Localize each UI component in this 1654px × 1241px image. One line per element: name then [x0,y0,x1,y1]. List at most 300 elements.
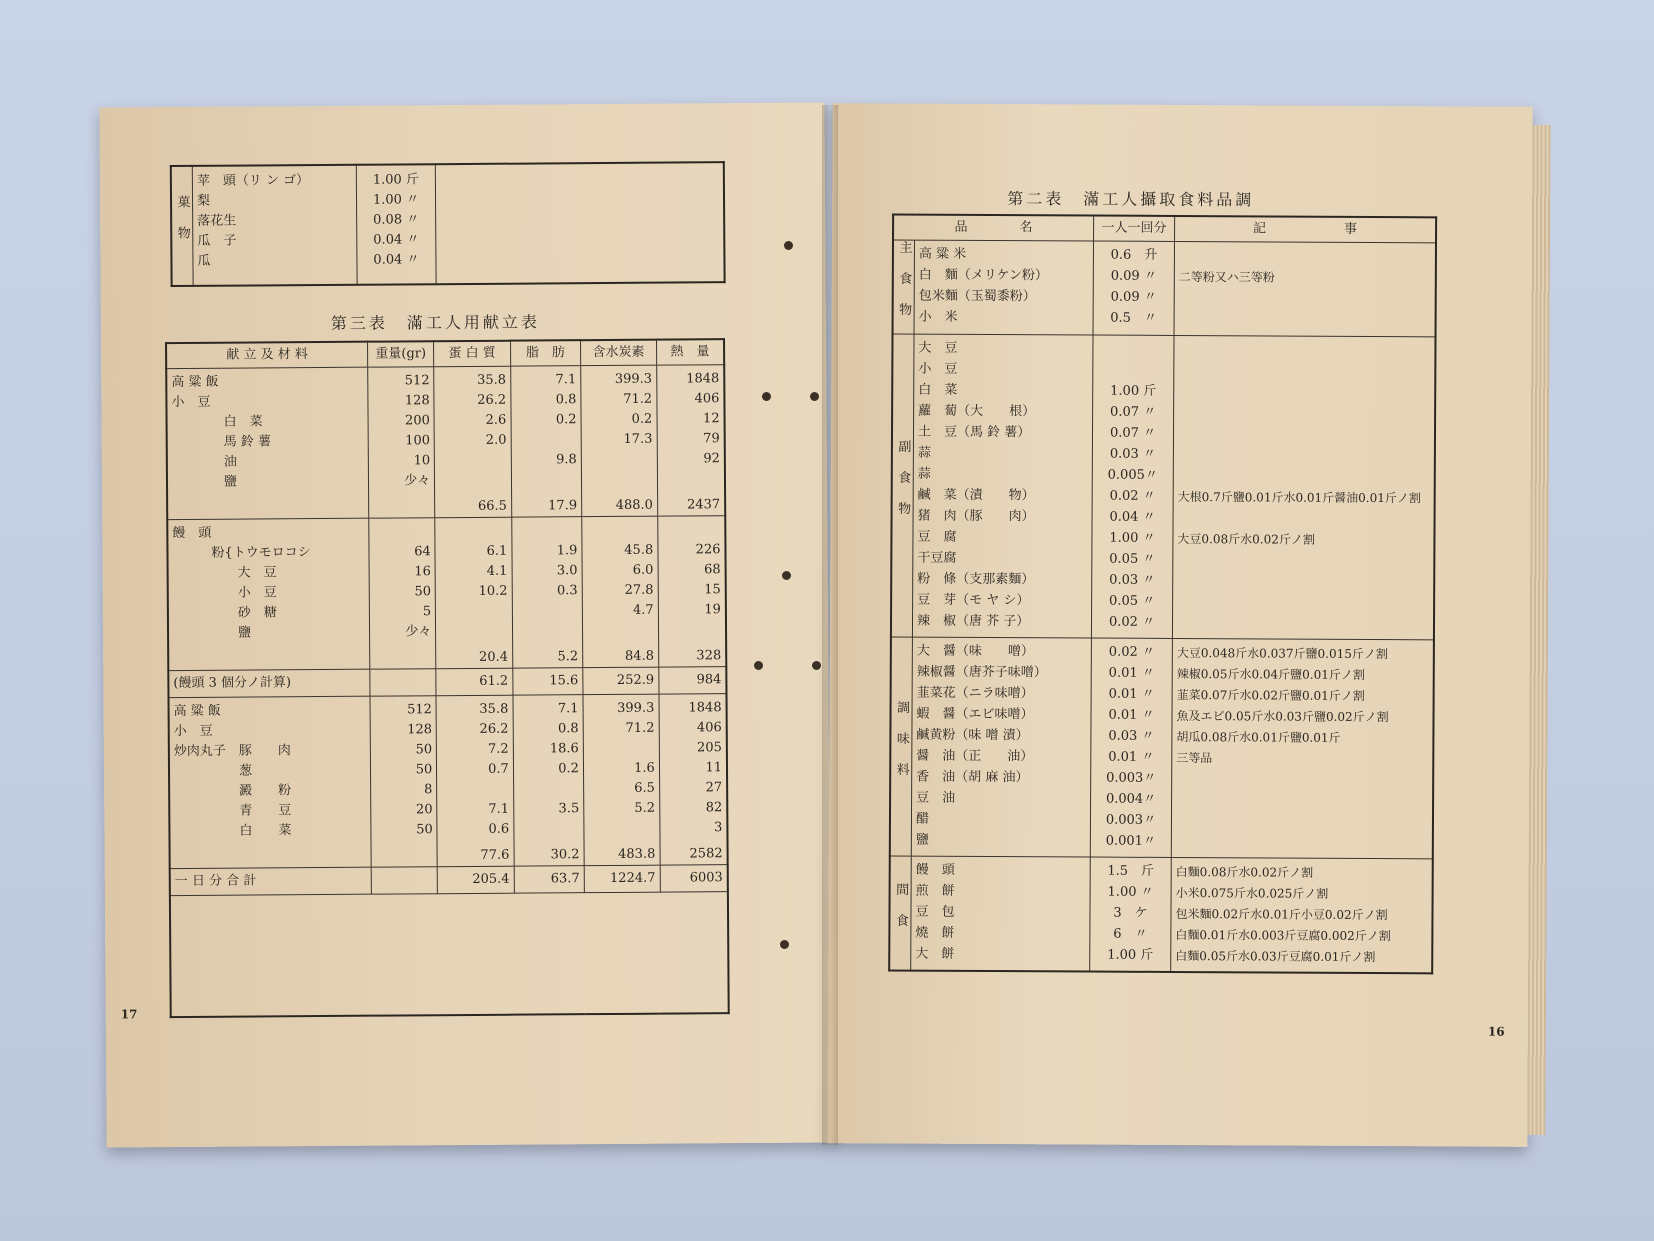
cell: 4.1 [486,563,508,579]
page-number-right: 16 [1487,1024,1505,1039]
section-column [659,694,728,865]
item-name: 白 菜 [918,382,958,398]
item-note: 白麵0.05斤水0.03斤豆腐0.01斤ノ割 [1175,948,1376,965]
cell: 炒肉丸子 豚 肉 [173,743,291,760]
cell: 406 [694,391,720,407]
cell: 5 [422,604,432,620]
item-note [1178,445,1430,467]
menu-table-title: 第三表 滿工人用献立表 [330,312,540,333]
note-column [1172,335,1435,639]
menu-section-2 [167,516,726,671]
cell: 35.8 [477,372,507,388]
cell: 2.6 [485,412,507,428]
amount-column [1090,857,1172,972]
item-amount [1097,340,1169,361]
cell: 15 [704,582,721,598]
item-amount: 0.003〃 [1105,812,1157,828]
cell: 鹽 [171,474,238,491]
section-total-cell: 2582 [689,846,723,862]
section-total-cell: 66.5 [477,498,507,514]
cell: 226 [695,542,721,558]
cell: 205 [696,740,722,756]
item-amount: 0.03 〃 [1108,728,1155,744]
item-note [1178,466,1430,488]
cell: 少々 [404,473,431,489]
item-name: 豆 油 [916,790,956,806]
cell: 7.1 [557,701,579,717]
cell: 6.5 [634,780,655,796]
cell: 512 [404,373,430,389]
item-note: 三等品 [1176,750,1213,766]
item-name: 豆 包 [915,904,955,920]
item-name: 鹽 [915,832,929,848]
cell: 10 [413,453,431,469]
item-amount: 1.00 斤 [1107,947,1154,963]
amount-column [1091,335,1174,638]
item-amount: 1.00 斤 [1110,383,1157,399]
group-row [889,856,1433,973]
item-amount: 0.04 〃 [373,252,420,268]
item-note [1178,403,1430,425]
item-name: 煎 餅 [915,883,955,899]
cell: 高 粱 飯 [171,374,219,391]
item-note [1179,309,1431,331]
item-name-column [914,240,1093,335]
cell: 79 [703,431,720,447]
item-name: 蝦 醤（エビ味噌） [916,706,1034,723]
cell [586,450,653,470]
binding-hole [780,940,789,949]
section-column [168,696,371,868]
menu-section-3 [168,694,727,869]
cell: 68 [704,562,721,578]
item-note [1177,613,1429,635]
item-name-column [912,334,1093,638]
item-note [1178,382,1430,404]
blank-row [170,892,729,1017]
cell: 0.2 [558,761,579,777]
section-column [510,366,581,517]
cell: 17.3 [623,431,653,447]
item-name: 落花生 [197,213,237,229]
cell: 少々 [405,624,432,640]
item-name: 苹 頭（リ ン ゴ） [196,173,310,189]
binding-hole [762,392,771,401]
cell: 鹽 [173,625,252,642]
cell: 984 [659,667,727,694]
cell: 8 [424,782,433,798]
cell: 50 [415,762,433,778]
item-name: 梨 [196,193,211,209]
left-page [99,102,831,1147]
item-amount: 1.00 〃 [1109,530,1156,546]
menu-section-1 [166,365,725,520]
item-note: 小米0.075斤水0.025斤ノ割 [1175,885,1329,901]
item-note: 大豆0.048斤水0.037斤鹽0.015斤ノ割 [1176,645,1388,662]
item-name: 高 粱 米 [918,246,967,262]
item-name-column [911,856,1091,971]
cell: 20 [415,802,433,818]
cell: 10.2 [478,583,508,599]
category-label: 調味料 [890,637,913,856]
item-note [1176,832,1428,854]
section-total-cell: 17.9 [548,498,578,514]
item-name: 包米麵（玉蜀黍粉） [918,288,1036,305]
section-column [435,517,513,669]
item-amount: 0.07 〃 [1110,404,1157,420]
item-name-column [192,165,357,286]
section-column [582,516,659,668]
cell [515,430,576,450]
cell: 512 [406,702,432,718]
item-name: 韮菜花（ニラ味噌） [916,685,1034,702]
note-column [1174,241,1436,336]
cell: 9.8 [556,452,577,468]
item-amount: 0.08 〃 [373,212,420,228]
cell: 92 [703,451,720,467]
cell [516,521,577,541]
item-amount: 0.01 〃 [1108,707,1155,723]
column-header: 脂 肪 [510,340,580,366]
cell [517,621,578,641]
item-amount: 3 ケ [1113,905,1148,921]
cell [586,521,653,541]
cell: 葱 [173,763,253,780]
column-header: 品 名 [893,214,1094,241]
cell: 0.6 [488,821,510,837]
item-name: 瓜 [197,253,211,269]
cell: 小 豆 [171,394,211,411]
item-name: 辣椒醤（唐芥子味噌） [916,664,1047,681]
item-amount [1097,361,1169,382]
column-header: 含水炭素 [580,340,656,366]
table-row [171,162,725,286]
section-column [370,696,438,867]
item-name: 白 麵（メリケン粉） [918,267,1048,284]
cell: 高 粱 飯 [173,703,221,720]
cell [373,522,430,542]
cell [586,470,653,490]
item-amount: 0.5 〃 [1110,310,1157,326]
cell [371,867,437,894]
note-column [1171,638,1434,858]
cell: 16 [414,564,431,580]
cell: 82 [705,800,723,816]
section-total-cell: 488.0 [615,497,653,513]
cell: 4.7 [632,602,654,618]
item-amount: 0.07 〃 [1109,425,1157,441]
section-column [656,365,725,516]
right-page [827,103,1532,1147]
note-column [1171,857,1433,973]
section-column [511,517,582,668]
item-note: 白麵0.08斤水0.02斤ノ割 [1175,864,1314,880]
blank-cell [170,892,729,1017]
category-label: 主食物 [893,240,915,334]
item-amount: 0.001〃 [1105,833,1157,849]
cell: 18.6 [549,741,579,757]
item-note: 二等粉又ハ三等粉 [1178,269,1275,285]
cell [518,819,579,839]
cell [440,602,508,622]
item-name: 鹹黄粉（味 噌 漬） [916,727,1029,744]
cell: 6.0 [632,562,654,578]
item-name: 小 豆 [918,361,958,377]
item-name-column [911,637,1091,857]
item-name: 小 米 [918,309,958,325]
cell: 399.3 [614,371,653,387]
item-note [1176,790,1428,812]
cell: 大 豆 [172,565,277,582]
cell: 26.2 [479,721,509,737]
item-name: 豆 腐 [917,529,957,545]
section-total-cell: 328 [696,648,722,664]
cell: 5.2 [634,800,656,816]
section-total-cell: 84.8 [624,648,655,664]
cell [587,621,654,641]
cell: 小 豆 [172,585,277,602]
section-column [368,367,435,518]
section-column [513,695,584,866]
cell: 饅 頭 [172,525,212,542]
item-amount: 0.6 升 [1110,247,1158,263]
section-total-cell: 77.6 [480,847,510,863]
column-header: 記 事 [1175,216,1437,243]
cell: 3 [714,820,723,836]
item-note [1178,361,1430,383]
amount-column [1090,638,1172,857]
category-label: 菓物 [171,166,193,286]
binding-hole [782,571,791,580]
section-column [369,518,436,669]
binding-hole [812,661,821,670]
cell [588,739,655,759]
item-amount: 0.01 〃 [1108,686,1155,702]
cell: 油 [171,454,237,471]
item-name: 瓜 子 [197,233,237,249]
section-column [583,694,660,866]
item-name: 粉 條（支那素麵） [917,571,1035,588]
cell: 71.2 [623,391,653,407]
item-name: 蒜 [917,466,931,482]
item-name: 鹹 菜（漬 物） [917,487,1035,504]
cell: 0.8 [555,392,577,408]
item-amount: 0.003〃 [1106,770,1157,786]
cell: 406 [696,720,722,736]
item-amount: 0.01 〃 [1108,749,1155,765]
header-row [893,214,1436,242]
section-total-cell [172,498,364,519]
cell: (饅頭 3 個分ノ計算) [168,669,370,697]
item-amount: 0.005〃 [1107,467,1158,483]
item-note: 大豆0.08斤水0.02斤ノ割 [1177,531,1315,547]
cell: 61.2 [436,668,513,696]
cell: 青 豆 [174,803,292,820]
item-note [1179,288,1431,310]
cell: 45.8 [624,542,654,558]
group-row [893,240,1436,337]
item-amount: 0.09 〃 [1110,289,1157,305]
section-total-cell [374,648,431,668]
page-number-left: 17 [120,1007,138,1022]
cell [439,471,507,491]
cell: 0.8 [557,721,579,737]
item-note [1178,424,1430,446]
binding-hole [784,241,793,250]
item-name: 饅 頭 [915,862,955,878]
item-name: 大 豆 [918,340,958,356]
section-column [581,365,658,517]
cell: 50 [415,742,433,758]
item-name: 醋 [915,811,930,827]
cell: 小 豆 [173,723,213,740]
header-row [166,339,724,368]
category-label: 間食 [889,856,911,971]
cell: 27.8 [624,582,654,598]
cell [370,669,436,696]
cell: 1848 [688,700,722,716]
cell [439,451,507,471]
cell: 1848 [686,371,720,387]
item-name: 蒜 [917,445,931,461]
cell: 白 菜 [171,414,263,431]
item-note: 大根0.7斤鹽0.01斤水0.01斤醤油0.01斤ノ割 [1177,489,1421,506]
item-name: 大 餅 [915,946,955,962]
cell: 3.5 [558,801,580,817]
item-amount: 6 〃 [1113,926,1148,942]
item-amount: 0.03 〃 [1109,572,1156,588]
section-column [436,695,514,867]
item-note: 魚及エビ0.05斤水0.03斤鹽0.02斤ノ割 [1176,708,1389,725]
book-gutter [822,105,838,1145]
section-column [434,366,512,518]
section-total-cell: 5.2 [557,649,579,665]
cell: 50 [416,822,433,838]
item-note: 包米麵0.02斤水0.01斤小豆0.02斤ノ割 [1175,906,1388,923]
cell [588,819,655,839]
cell: 252.9 [583,667,659,695]
section-total-cell: 483.8 [618,846,656,862]
cell [516,470,577,490]
item-note [1176,769,1428,791]
column-header: 一人一回分 [1094,216,1175,242]
cell [662,520,720,540]
section-total-cell: 20.4 [478,649,509,665]
cell: 205.4 [437,866,514,894]
cell: 26.2 [477,392,507,408]
item-amount: 0.04 〃 [373,232,420,248]
day-total-row [170,865,728,896]
food-items-table [888,213,1437,974]
group-row [890,637,1434,859]
item-note: 辣椒0.05斤水0.04斤鹽0.01斤ノ割 [1176,666,1365,682]
item-name: 香 油（胡 麻 油） [916,769,1029,786]
item-name: 大 醤（味 噌） [916,643,1034,660]
cell: 71.2 [625,720,655,736]
cell: 砂 糖 [172,605,277,622]
cell: 2.0 [485,432,507,448]
section-total-cell [376,846,433,866]
item-note [1177,550,1429,572]
section-column [166,367,369,519]
cell: 1224.7 [584,865,660,893]
item-amount: 0.04 〃 [1109,509,1156,525]
cell [440,522,508,542]
item-amount: 1.00 〃 [1107,884,1154,900]
cell: 粉{トウモロコシ [172,545,311,562]
cell: 0.3 [556,583,578,599]
cell: 64 [414,544,431,560]
item-name: 土 豆（馬 鈴 薯） [917,424,1031,441]
column-header: 献 立 及 材 料 [166,342,368,369]
item-note [1177,571,1429,593]
item-note [1178,508,1430,530]
section-total-cell: 30.2 [550,847,580,863]
cell: 200 [404,413,430,429]
item-amount: 0.05 〃 [1109,551,1156,567]
cell: 馬 鈴 薯 [171,434,272,451]
cell: 7.1 [555,372,577,388]
cell: 35.8 [479,701,509,717]
section-column [167,518,370,670]
cell: 0.2 [555,412,577,428]
cell: 0.2 [631,411,653,427]
item-amount: 0.09 〃 [1110,268,1157,284]
cell: 11 [705,760,723,776]
cell: 27 [705,780,723,796]
cell [440,622,508,642]
cell: 100 [405,433,431,449]
category-label: 副食物 [891,334,914,637]
cell: 63.7 [514,866,584,893]
item-amount: 0.05 〃 [1109,593,1156,609]
amount-column [356,164,436,285]
column-header: 蛋 白 質 [434,341,511,367]
cell: 0.7 [488,761,509,777]
cell [441,780,509,800]
group-row [891,334,1436,640]
cell: 12 [702,411,720,427]
cell: 3.0 [556,563,578,579]
blank-cell [435,162,724,284]
section-total-cell: 2437 [687,497,721,513]
cell: 128 [407,722,433,738]
fruit-table [170,161,726,287]
item-amount: 0.03 〃 [1109,446,1156,462]
cell: 白 菜 [174,823,292,840]
section-total-cell [173,649,365,670]
cell: 1.6 [633,760,655,776]
item-note: 白麵0.01斤水0.003斤豆腐0.002斤ノ割 [1175,927,1391,944]
cell [517,601,578,621]
open-book [100,105,1540,1150]
item-note: 韮菜0.07斤水0.02斤鹽0.01斤ノ割 [1176,687,1365,703]
cell: 一 日 分 合 計 [170,867,372,895]
item-amount: 0.004〃 [1105,791,1157,807]
item-note: 胡瓜0.08斤水0.01斤鹽0.01斤 [1176,729,1341,745]
item-note [1177,592,1429,614]
cell [663,620,721,640]
manju-total-row [168,667,726,698]
item-amount: 1.00 斤 [372,172,419,188]
binding-hole [754,661,763,670]
amount-column [1093,241,1174,335]
binding-hole [810,392,819,401]
item-note [1176,811,1428,833]
item-amount: 0.02 〃 [1109,488,1156,504]
cell: 15.6 [513,668,583,695]
cell: 7.2 [487,741,509,757]
